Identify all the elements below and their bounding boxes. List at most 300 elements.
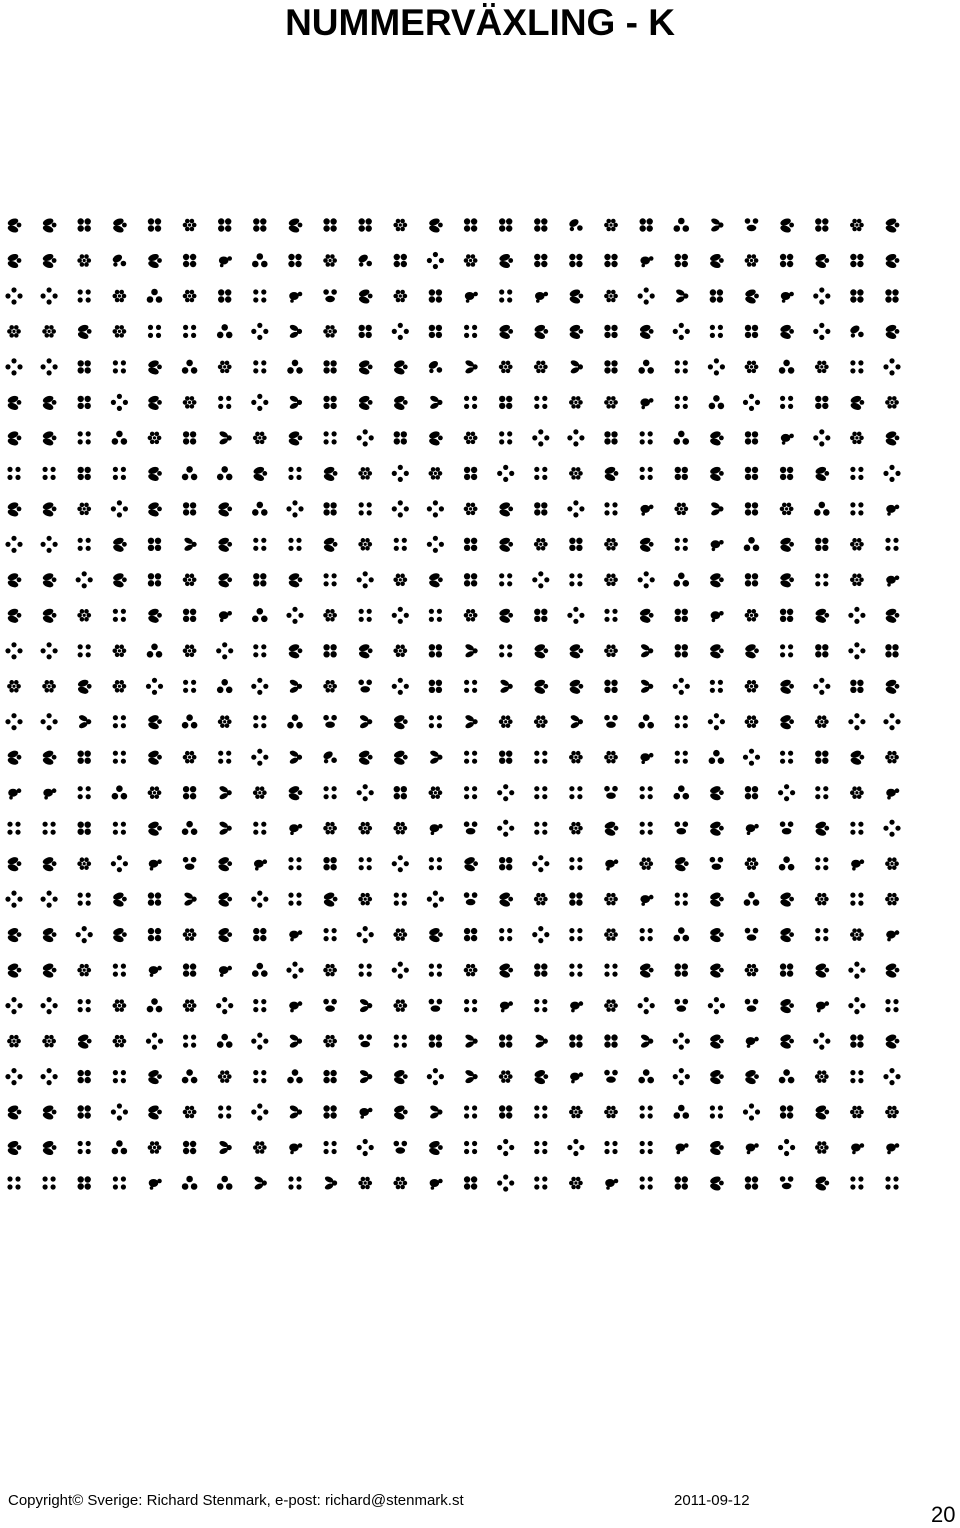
grid-symbol-colon: [429, 964, 442, 977]
grid-symbol-clover: [780, 963, 793, 976]
grid-symbol-colon: [640, 431, 653, 444]
grid-symbol-flower: [850, 786, 864, 799]
footer-date: 2011-09-12: [674, 1492, 750, 1509]
grid-symbol-leaf: [147, 253, 162, 270]
grid-symbol-clover: [323, 857, 336, 870]
grid-symbol-leaf: [42, 856, 57, 873]
grid-symbol-arrow: [464, 1069, 477, 1085]
grid-symbol-diamond: [5, 358, 22, 375]
grid-symbol-diamond: [427, 500, 444, 517]
grid-symbol-clover: [183, 609, 196, 622]
grid-symbol-leaf: [428, 430, 443, 447]
grid-symbol-flower: [429, 467, 443, 480]
grid-symbol-leaf: [42, 572, 57, 589]
grid-symbol-comet: [886, 1143, 899, 1154]
grid-symbol-colon: [780, 751, 793, 764]
grid-symbol-flower: [604, 928, 618, 941]
grid-symbol-cup: [358, 1034, 372, 1047]
grid-symbol-colon: [640, 1105, 653, 1118]
grid-symbol-tri: [744, 537, 760, 551]
grid-symbol-leaf: [7, 856, 22, 873]
grid-symbol-splat: [357, 253, 372, 267]
grid-symbol-diamond: [286, 962, 303, 979]
grid-symbol-cup: [604, 1070, 618, 1083]
grid-symbol-arrow: [289, 324, 302, 340]
grid-symbol-diamond: [357, 571, 374, 588]
grid-symbol-diamond: [497, 784, 514, 801]
grid-symbol-leaf: [288, 430, 303, 447]
grid-symbol-flower: [534, 361, 548, 374]
grid-symbol-tri: [252, 253, 268, 267]
grid-symbol-diamond: [813, 287, 830, 304]
grid-symbol-leaf: [7, 749, 22, 766]
grid-symbol-diamond: [41, 287, 58, 304]
grid-symbol-clover: [569, 254, 582, 267]
grid-symbol-flower: [113, 1035, 127, 1048]
grid-symbol-flower: [358, 538, 372, 551]
grid-symbol-leaf: [42, 1104, 57, 1121]
grid-symbol-clover: [464, 467, 477, 480]
grid-symbol-colon: [218, 1105, 231, 1118]
grid-symbol-leaf: [393, 749, 408, 766]
grid-symbol-flower: [745, 715, 759, 728]
grid-symbol-arrow: [359, 714, 372, 730]
grid-symbol-arrow: [675, 288, 688, 304]
grid-symbol-colon: [78, 289, 91, 302]
grid-symbol-flower: [534, 893, 548, 906]
grid-symbol-colon: [394, 1035, 407, 1048]
grid-symbol-clover: [183, 254, 196, 267]
grid-symbol-comet: [219, 611, 232, 622]
grid-symbol-arrow: [710, 501, 723, 517]
grid-symbol-leaf: [815, 962, 830, 979]
grid-symbol-flower: [393, 219, 407, 232]
grid-symbol-diamond: [883, 1068, 900, 1085]
grid-symbol-clover: [675, 609, 688, 622]
grid-symbol-tri: [638, 1069, 654, 1083]
grid-symbol-leaf: [779, 891, 794, 908]
grid-symbol-colon: [324, 928, 337, 941]
grid-symbol-leaf: [112, 927, 127, 944]
grid-symbol-comet: [781, 292, 794, 303]
grid-symbol-leaf: [639, 324, 654, 341]
grid-symbol-leaf: [428, 217, 443, 234]
grid-symbol-colon: [464, 396, 477, 409]
grid-symbol-flower: [218, 361, 232, 374]
grid-symbol-clover: [745, 467, 758, 480]
grid-symbol-comet: [219, 966, 232, 977]
grid-symbol-leaf: [815, 1175, 830, 1192]
grid-symbol-arrow: [640, 643, 653, 659]
grid-symbol-diamond: [673, 1068, 690, 1085]
grid-symbol-tri: [674, 927, 690, 941]
grid-symbol-arrow: [640, 1033, 653, 1049]
grid-symbol-diamond: [357, 784, 374, 801]
grid-symbol-comet: [289, 1001, 302, 1012]
grid-symbol-leaf: [534, 678, 549, 695]
grid-symbol-flower: [745, 361, 759, 374]
grid-symbol-comet: [816, 1001, 829, 1012]
grid-symbol-clover: [359, 325, 372, 338]
grid-symbol-colon: [569, 786, 582, 799]
grid-symbol-tri: [182, 466, 198, 480]
grid-symbol-colon: [675, 715, 688, 728]
grid-symbol-clover: [78, 1105, 91, 1118]
grid-symbol-colon: [464, 1105, 477, 1118]
grid-symbol-diamond: [673, 678, 690, 695]
grid-symbol-tri: [182, 360, 198, 374]
grid-symbol-leaf: [288, 572, 303, 589]
grid-symbol-leaf: [217, 572, 232, 589]
grid-symbol-colon: [253, 822, 266, 835]
grid-symbol-colon: [534, 1141, 547, 1154]
grid-symbol-leaf: [393, 395, 408, 412]
grid-symbol-colon: [464, 751, 477, 764]
grid-symbol-splat: [111, 253, 126, 267]
grid-symbol-clover: [499, 857, 512, 870]
grid-symbol-flower: [569, 751, 583, 764]
grid-symbol-flower: [113, 645, 127, 658]
grid-symbol-colon: [324, 1141, 337, 1154]
grid-symbol-diamond: [146, 1033, 163, 1050]
grid-symbol-leaf: [358, 395, 373, 412]
grid-symbol-flower: [639, 857, 653, 870]
grid-symbol-colon: [218, 396, 231, 409]
grid-symbol-leaf: [744, 643, 759, 660]
grid-symbol-leaf: [709, 820, 724, 837]
grid-symbol-colon: [359, 609, 372, 622]
grid-symbol-clover: [815, 396, 828, 409]
grid-symbol-cup: [394, 1141, 408, 1154]
grid-symbol-diamond: [883, 713, 900, 730]
grid-symbol-colon: [113, 360, 126, 373]
grid-symbol-flower: [253, 1141, 267, 1154]
grid-symbol-flower: [358, 1177, 372, 1190]
grid-symbol-arrow: [289, 1104, 302, 1120]
grid-symbol-leaf: [463, 856, 478, 873]
grid-symbol-leaf: [815, 607, 830, 624]
grid-symbol-leaf: [674, 856, 689, 873]
grid-symbol-flower: [183, 290, 197, 303]
grid-symbol-tri: [147, 998, 163, 1012]
grid-symbol-diamond: [708, 713, 725, 730]
grid-symbol-flower: [183, 928, 197, 941]
grid-symbol-clover: [569, 1034, 582, 1047]
grid-symbol-leaf: [709, 891, 724, 908]
grid-symbol-flower: [323, 325, 337, 338]
grid-symbol-tri: [287, 714, 303, 728]
grid-symbol-clover: [780, 1105, 793, 1118]
grid-symbol-comet: [711, 611, 724, 622]
grid-symbol-clover: [604, 325, 617, 338]
grid-symbol-leaf: [779, 714, 794, 731]
grid-symbol-colon: [464, 680, 477, 693]
grid-symbol-diamond: [41, 642, 58, 659]
grid-symbol-colon: [850, 893, 863, 906]
grid-symbol-flower: [850, 574, 864, 587]
grid-symbol-flower: [885, 857, 899, 870]
grid-symbol-clover: [675, 254, 688, 267]
grid-symbol-colon: [253, 538, 266, 551]
grid-symbol-colon: [288, 893, 301, 906]
grid-symbol-colon: [850, 1070, 863, 1083]
grid-symbol-arrow: [570, 714, 583, 730]
grid-symbol-colon: [675, 751, 688, 764]
grid-symbol-tri: [252, 608, 268, 622]
grid-symbol-flower: [42, 1035, 56, 1048]
grid-symbol-leaf: [709, 927, 724, 944]
grid-symbol-comet: [219, 256, 232, 267]
grid-symbol-colon: [675, 538, 688, 551]
grid-symbol-colon: [78, 431, 91, 444]
grid-symbol-flower: [7, 680, 21, 693]
grid-symbol-flower: [569, 467, 583, 480]
grid-symbol-leaf: [323, 891, 338, 908]
grid-symbol-flower: [885, 751, 899, 764]
grid-symbol-flower: [148, 786, 162, 799]
grid-symbol-diamond: [392, 855, 409, 872]
grid-symbol-colon: [675, 360, 688, 373]
grid-symbol-cup: [675, 821, 689, 834]
grid-symbol-colon: [885, 1176, 898, 1189]
grid-symbol-clover: [78, 1176, 91, 1189]
grid-symbol-diamond: [392, 465, 409, 482]
grid-symbol-leaf: [7, 1104, 22, 1121]
grid-symbol-flower: [499, 1070, 513, 1083]
grid-symbol-arrow: [324, 1175, 337, 1191]
grid-symbol-comet: [640, 256, 653, 267]
grid-symbol-clover: [323, 644, 336, 657]
grid-symbol-flower: [604, 219, 618, 232]
grid-symbol-leaf: [498, 501, 513, 518]
grid-symbol-leaf: [779, 324, 794, 341]
grid-symbol-colon: [604, 609, 617, 622]
grid-symbol-clover: [745, 786, 758, 799]
grid-symbol-diamond: [813, 678, 830, 695]
grid-symbol-leaf: [779, 572, 794, 589]
grid-symbol-diamond: [708, 997, 725, 1014]
grid-symbol-clover: [534, 502, 547, 515]
grid-symbol-diamond: [427, 891, 444, 908]
grid-symbol-flower: [499, 715, 513, 728]
grid-symbol-leaf: [42, 927, 57, 944]
grid-symbol-flower: [885, 396, 899, 409]
footer-copyright: Copyright© Sverige: Richard Stenmark, e-post: richard@stenmark.st: [8, 1492, 464, 1509]
grid-symbol-clover: [745, 325, 758, 338]
grid-symbol-comet: [640, 753, 653, 764]
grid-symbol-leaf: [7, 927, 22, 944]
grid-symbol-colon: [499, 928, 512, 941]
grid-symbol-leaf: [709, 1175, 724, 1192]
grid-symbol-leaf: [7, 430, 22, 447]
grid-symbol-leaf: [147, 820, 162, 837]
grid-symbol-clover: [394, 786, 407, 799]
grid-symbol-flower: [850, 219, 864, 232]
grid-symbol-flower: [393, 928, 407, 941]
grid-symbol-flower: [323, 254, 337, 267]
grid-symbol-leaf: [358, 749, 373, 766]
grid-symbol-colon: [253, 999, 266, 1012]
grid-symbol-diamond: [392, 962, 409, 979]
grid-symbol-colon: [78, 538, 91, 551]
grid-symbol-leaf: [393, 1069, 408, 1086]
grid-symbol-diamond: [146, 678, 163, 695]
grid-symbol-leaf: [147, 466, 162, 483]
grid-symbol-cup: [604, 715, 618, 728]
grid-symbol-arrow: [219, 785, 232, 801]
grid-symbol-flower: [77, 609, 91, 622]
grid-symbol-comet: [43, 788, 56, 799]
grid-symbol-colon: [464, 325, 477, 338]
grid-symbol-leaf: [885, 607, 900, 624]
grid-symbol-clover: [885, 644, 898, 657]
grid-symbol-diamond: [251, 1033, 268, 1050]
grid-symbol-colon: [113, 1176, 126, 1189]
grid-symbol-tri: [217, 466, 233, 480]
grid-symbol-diamond: [673, 323, 690, 340]
grid-symbol-cup: [675, 999, 689, 1012]
grid-symbol-leaf: [112, 536, 127, 553]
grid-symbol-leaf: [217, 891, 232, 908]
grid-symbol-leaf: [709, 643, 724, 660]
grid-symbol-flower: [358, 822, 372, 835]
grid-symbol-clover: [604, 254, 617, 267]
grid-symbol-cup: [183, 857, 197, 870]
grid-symbol-colon: [534, 396, 547, 409]
grid-symbol-clover: [675, 467, 688, 480]
grid-symbol-clover: [569, 892, 582, 905]
grid-symbol-leaf: [604, 820, 619, 837]
grid-symbol-clover: [148, 928, 161, 941]
grid-symbol-arrow: [570, 359, 583, 375]
grid-symbol-comet: [886, 505, 899, 516]
grid-symbol-flower: [569, 1106, 583, 1119]
grid-symbol-diamond: [567, 1139, 584, 1156]
grid-symbol-tri: [779, 1069, 795, 1083]
grid-symbol-leaf: [815, 253, 830, 270]
grid-symbol-comet: [570, 1001, 583, 1012]
grid-symbol-clover: [78, 467, 91, 480]
grid-symbol-diamond: [567, 429, 584, 446]
grid-symbol-colon: [640, 1141, 653, 1154]
grid-symbol-tri: [147, 644, 163, 658]
grid-symbol-arrow: [464, 359, 477, 375]
grid-symbol-diamond: [567, 607, 584, 624]
grid-symbol-tri: [252, 502, 268, 516]
grid-symbol-colon: [534, 467, 547, 480]
grid-symbol-arrow: [464, 643, 477, 659]
grid-symbol-colon: [815, 786, 828, 799]
grid-symbol-diamond: [251, 394, 268, 411]
grid-symbol-leaf: [534, 643, 549, 660]
grid-symbol-flower: [464, 964, 478, 977]
grid-symbol-colon: [359, 964, 372, 977]
grid-symbol-flower: [148, 432, 162, 445]
grid-symbol-leaf: [709, 1033, 724, 1050]
grid-symbol-arrow: [429, 395, 442, 411]
grid-symbol-flower: [113, 680, 127, 693]
grid-symbol-colon: [394, 538, 407, 551]
grid-symbol-leaf: [42, 1140, 57, 1157]
grid-symbol-leaf: [885, 962, 900, 979]
grid-symbol-leaf: [7, 501, 22, 518]
grid-symbol-colon: [569, 928, 582, 941]
grid-symbol-clover: [78, 396, 91, 409]
grid-symbol-flower: [183, 751, 197, 764]
grid-symbol-comet: [289, 1143, 302, 1154]
grid-symbol-leaf: [42, 962, 57, 979]
grid-symbol-colon: [850, 1176, 863, 1189]
grid-symbol-clover: [323, 1070, 336, 1083]
grid-symbol-colon: [253, 1070, 266, 1083]
grid-symbol-leaf: [428, 572, 443, 589]
grid-symbol-colon: [815, 857, 828, 870]
grid-symbol-diamond: [813, 323, 830, 340]
grid-symbol-leaf: [112, 572, 127, 589]
grid-symbol-colon: [534, 999, 547, 1012]
grid-symbol-colon: [640, 1176, 653, 1189]
grid-symbol-flower: [815, 1141, 829, 1154]
grid-symbol-cup: [745, 928, 759, 941]
grid-symbol-leaf: [709, 253, 724, 270]
grid-symbol-clover: [394, 431, 407, 444]
page-number: 20: [931, 1502, 956, 1527]
grid-symbol-arrow: [464, 714, 477, 730]
grid-symbol-comet: [886, 930, 899, 941]
grid-symbol-tri: [112, 1140, 128, 1154]
grid-symbol-flower: [464, 503, 478, 516]
grid-symbol-comet: [746, 1143, 759, 1154]
grid-symbol-clover: [815, 538, 828, 551]
grid-symbol-flower: [815, 1070, 829, 1083]
grid-symbol-colon: [569, 857, 582, 870]
grid-symbol-diamond: [532, 571, 549, 588]
grid-symbol-tri: [147, 289, 163, 303]
grid-symbol-leaf: [393, 359, 408, 376]
grid-symbol-diamond: [76, 926, 93, 943]
grid-symbol-clover: [534, 254, 547, 267]
grid-symbol-colon: [499, 644, 512, 657]
grid-symbol-comet: [289, 824, 302, 835]
grid-symbol-comet: [149, 966, 162, 977]
grid-symbol-clover: [183, 963, 196, 976]
grid-symbol-colon: [499, 289, 512, 302]
grid-symbol-colon: [464, 786, 477, 799]
grid-symbol-clover: [429, 1034, 442, 1047]
grid-symbol-flower: [464, 432, 478, 445]
grid-symbol-flower: [815, 893, 829, 906]
grid-symbol-clover: [569, 538, 582, 551]
grid-symbol-clover: [253, 218, 266, 231]
grid-symbol-flower: [77, 964, 91, 977]
grid-symbol-flower: [393, 574, 407, 587]
grid-symbol-colon: [710, 680, 723, 693]
grid-symbol-diamond: [5, 1068, 22, 1085]
grid-symbol-diamond: [743, 1103, 760, 1120]
grid-symbol-leaf: [42, 501, 57, 518]
grid-symbol-leaf: [498, 962, 513, 979]
grid-symbol-flower: [780, 503, 794, 516]
grid-symbol-flower: [604, 893, 618, 906]
grid-symbol-flower: [569, 822, 583, 835]
grid-symbol-flower: [745, 680, 759, 693]
grid-symbol-diamond: [41, 536, 58, 553]
grid-symbol-flower: [534, 715, 548, 728]
grid-symbol-clover: [78, 218, 91, 231]
grid-symbol-leaf: [709, 430, 724, 447]
grid-symbol-clover: [148, 538, 161, 551]
grid-symbol-clover: [499, 1034, 512, 1047]
